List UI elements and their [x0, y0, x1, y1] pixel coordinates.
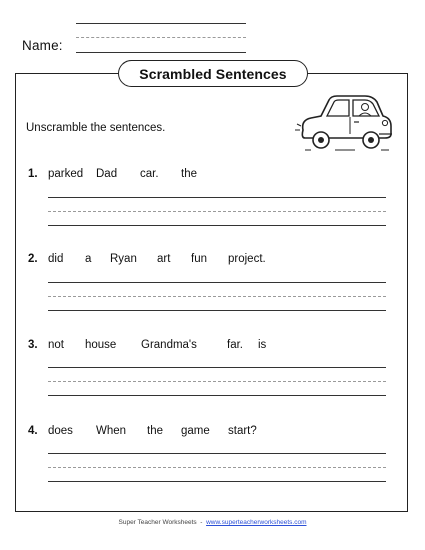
item-4: [28, 425, 257, 437]
car-icon: [295, 90, 395, 156]
answer-guide-2: [48, 296, 386, 297]
word: fun: [191, 253, 207, 265]
word: Ryan: [110, 253, 137, 265]
item-3: [28, 339, 266, 351]
footer: [0, 519, 425, 526]
word: the: [147, 425, 163, 437]
item-2: [28, 253, 266, 265]
footer-link[interactable]: www.superteacherworksheets.com: [206, 519, 307, 526]
footer-text: Super Teacher Worksheets -: [118, 519, 207, 526]
item-words: [48, 339, 266, 351]
word: project.: [228, 253, 266, 265]
item-1: [28, 168, 197, 180]
name-middle-guide: [76, 37, 246, 38]
word: car.: [140, 168, 159, 180]
item-number: 3.: [28, 339, 38, 351]
word: is: [258, 339, 267, 351]
answer-line-2-bottom[interactable]: [48, 310, 386, 311]
answer-guide-1: [48, 211, 386, 212]
page-title: [118, 60, 308, 87]
word: did: [48, 253, 64, 265]
answer-line-1-top[interactable]: [48, 197, 386, 198]
word: a: [85, 253, 92, 265]
word: art: [157, 253, 171, 265]
instructions: Unscramble the sentences.: [26, 122, 166, 134]
answer-line-3-top[interactable]: [48, 367, 386, 368]
answer-guide-3: [48, 381, 386, 382]
word: Grandma's: [141, 339, 197, 351]
answer-guide-4: [48, 467, 386, 468]
answer-line-3-bottom[interactable]: [48, 395, 386, 396]
answer-line-4-top[interactable]: [48, 453, 386, 454]
item-words: [48, 168, 197, 180]
name-field[interactable]: [76, 52, 246, 53]
page-title-text: Scrambled Sentences: [139, 65, 287, 82]
answer-line-4-bottom[interactable]: [48, 481, 386, 482]
word: not: [48, 339, 64, 351]
word: Dad: [96, 168, 118, 180]
item-words: [48, 425, 257, 437]
word: does: [48, 425, 73, 437]
item-number: 4.: [28, 425, 38, 437]
word: house: [85, 339, 117, 351]
word: parked: [48, 168, 84, 180]
item-number: 1.: [28, 168, 38, 180]
item-number: 2.: [28, 253, 38, 265]
item-words: [48, 253, 266, 265]
word: start?: [228, 425, 257, 437]
word: game: [181, 425, 210, 437]
word: the: [181, 168, 197, 180]
answer-line-2-top[interactable]: [48, 282, 386, 283]
word: When: [96, 425, 127, 437]
name-label: Name:: [22, 38, 63, 53]
answer-line-1-bottom[interactable]: [48, 225, 386, 226]
name-top-line: [76, 23, 246, 24]
word: far.: [227, 339, 243, 351]
